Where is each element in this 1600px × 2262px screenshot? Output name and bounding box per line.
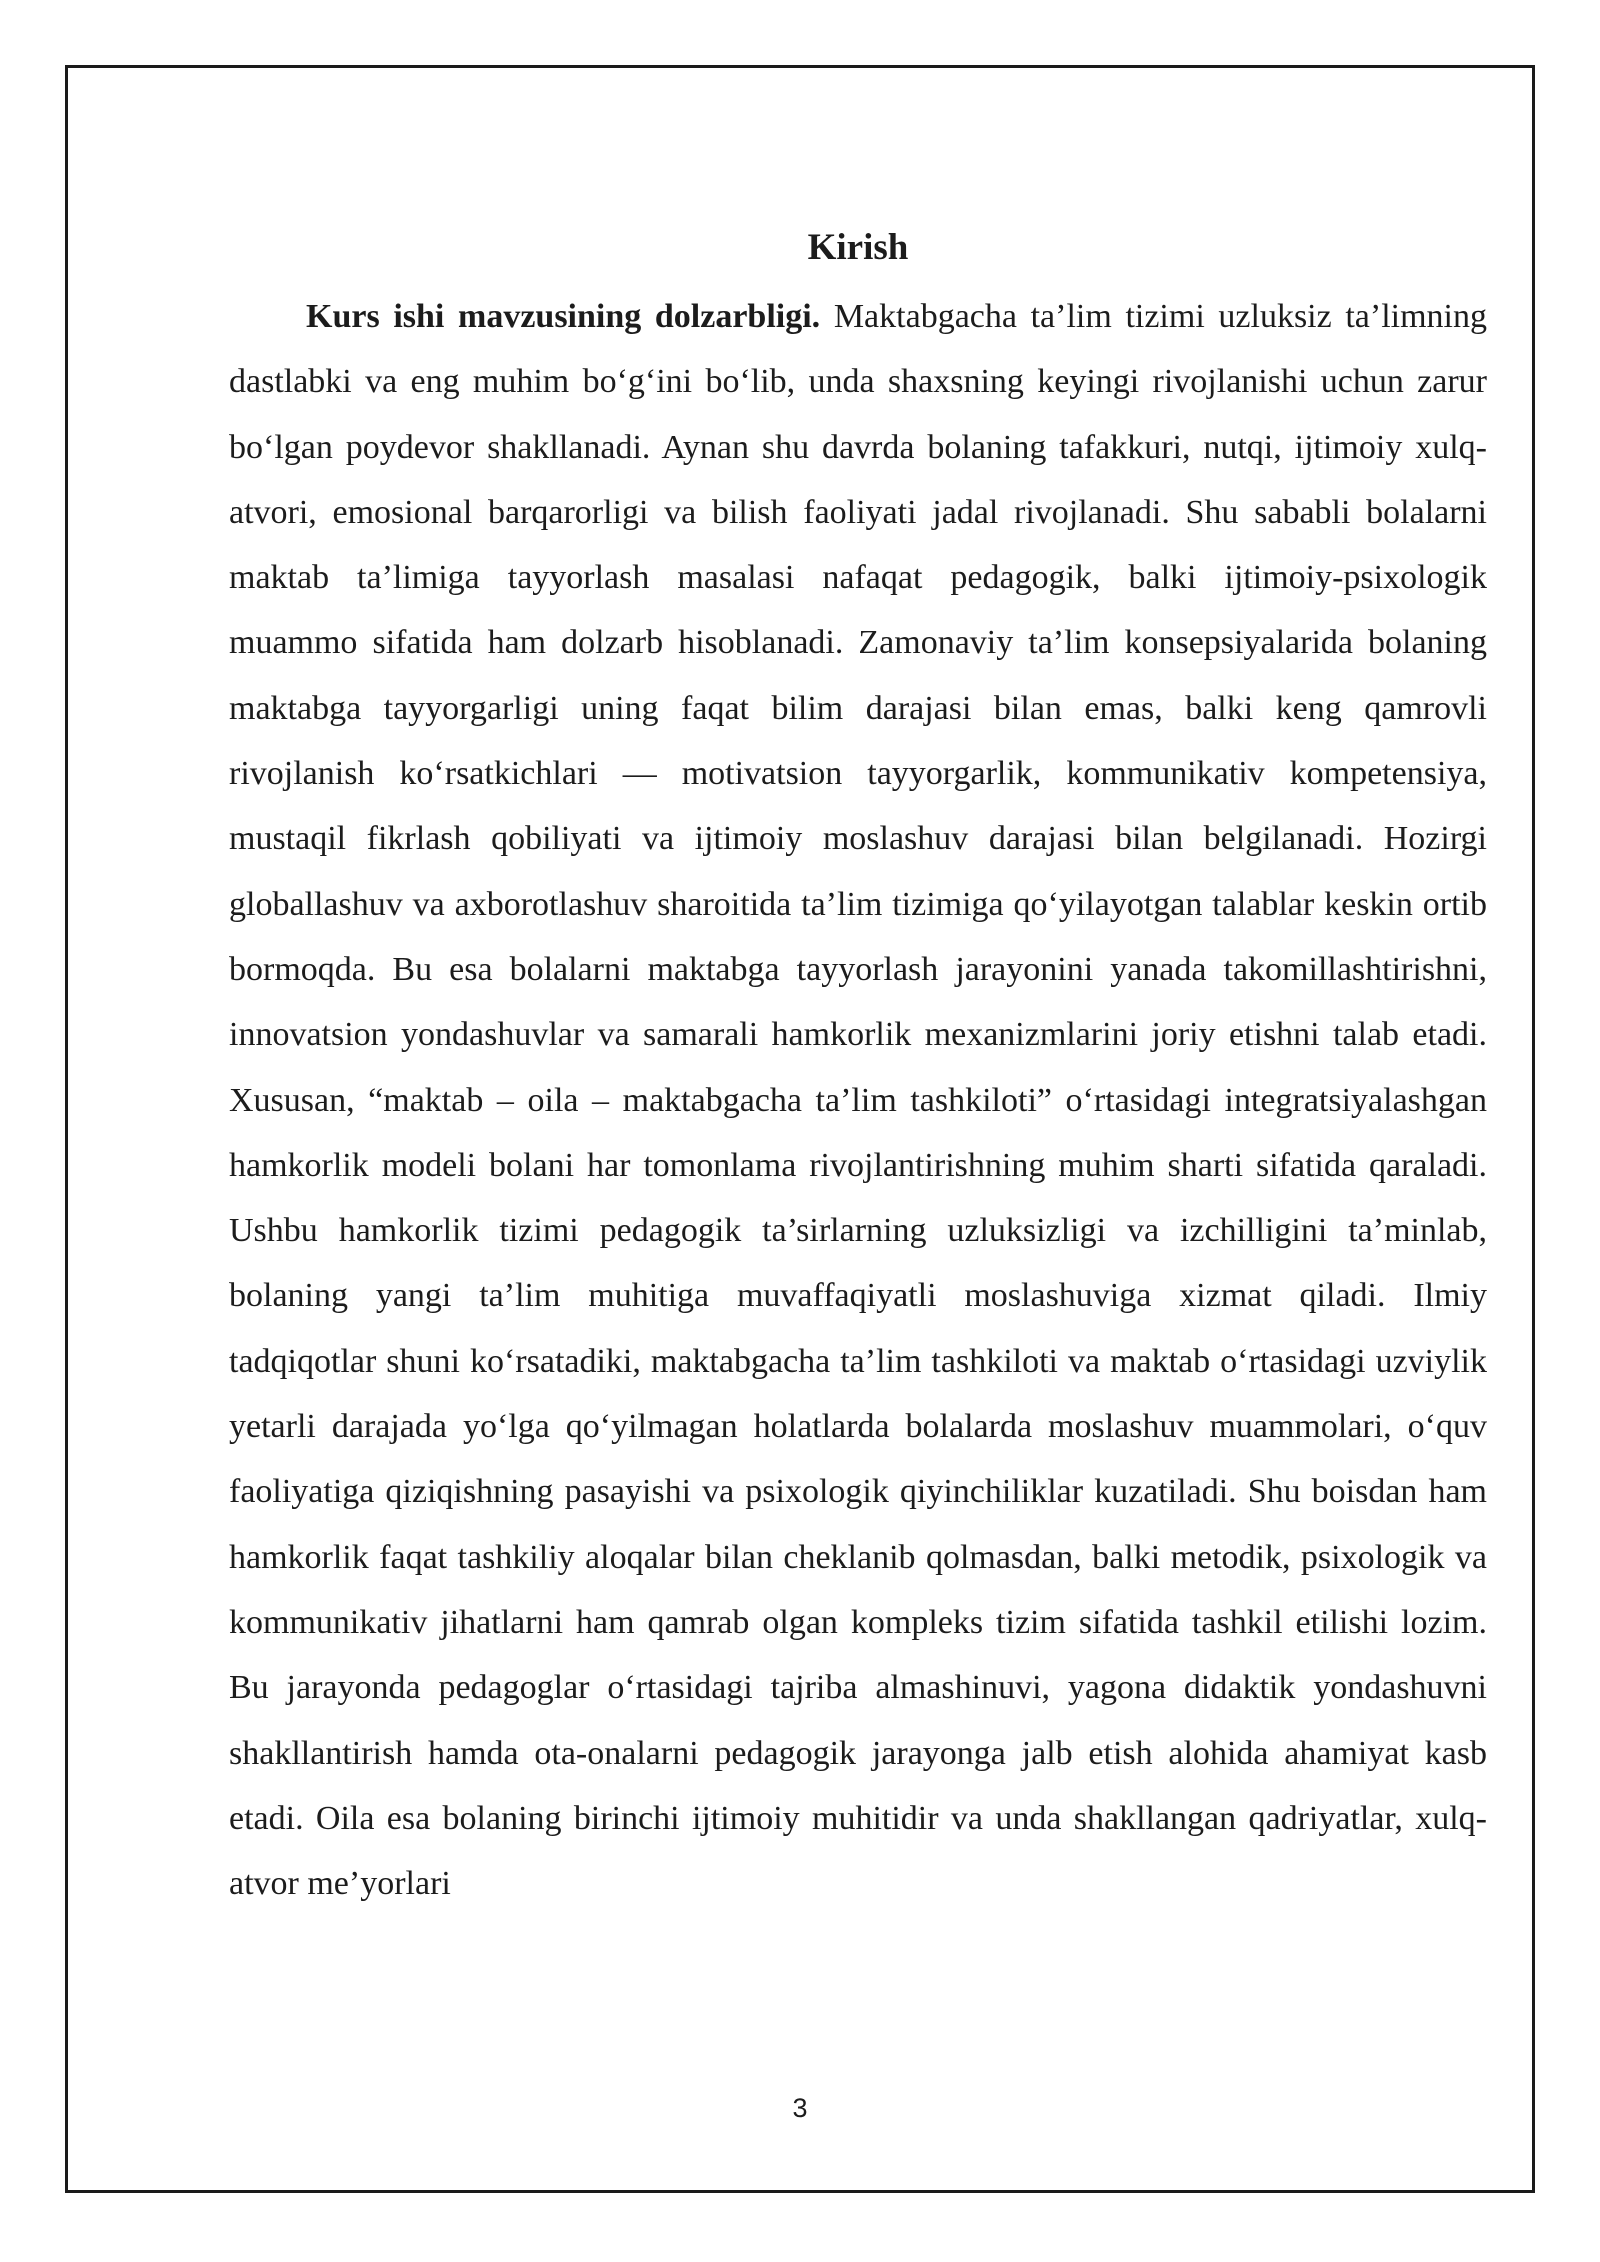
document-body [229, 220, 1487, 1916]
body-paragraph [229, 284, 1487, 1916]
paragraph-lead: Kurs ishi mavzusining dolzarbligi. [306, 298, 821, 335]
page-number: 3 [792, 2093, 808, 2123]
paragraph-text: Maktabgacha ta’lim tizimi uzluksiz ta’limning dastlabki va eng muhim bo‘g‘ini bo‘lib, unda shaxsning keyingi rivojlanishi uchun zarur bo‘lgan poydevor shakllanadi. Aynan shu davrda bolaning tafakkuri, nutqi, ijtimoiy xulq-atvori, emosional barqarorligi va bilish faoliyati jadal rivojlanadi. Shu sababli bolalarni maktab ta’limiga tayyorlash masalasi nafaqat pedagogik, balki ijtimoiy-psixologik muammo sifatida ham dolzarb hisoblanadi. Zamonaviy ta’lim konsepsiyalarida bolaning maktabga tayyorgarligi uning faqat bilim darajasi bilan emas, balki keng qamrovli rivojlanish ko‘rsatkichlari — motivatsion tayyorgarlik, kommunikativ kompetensiya, mustaqil fikrlash qobiliyati va ijtimoiy moslashuv darajasi bilan belgilanadi. Hozirgi globallashuv va axborotlashuv sharoitida ta’lim tizimiga qo‘yilayotgan talablar keskin ortib bormoqda. Bu esa bolalarni maktabga tayyorlash jarayonini yanada takomillashtirishni, innovatsion yondashuvlar va samarali hamkorlik mexanizmlarini joriy etishni talab etadi. Xususan, “maktab – oila – maktabgacha ta’lim tashkiloti” o‘rtasidagi integratsiyalashgan hamkorlik modeli bolani har tomonlama rivojlantirishning muhim sharti sifatida qaraladi. Ushbu hamkorlik tizimi pedagogik ta’sirlarning uzluksizligi va izchilligini ta’minlab, bolaning yangi ta’lim muhitiga muvaffaqiyatli moslashuviga xizmat qiladi. Ilmiy tadqiqotlar shuni ko‘rsatadiki, maktabgacha ta’lim tashkiloti va maktab o‘rtasidagi uzviylik yetarli darajada yo‘lga qo‘yilmagan holatlarda bolalarda moslashuv muammolari, o‘quv faoliyatiga qiziqishning pasayishi va psixologik qiyinchiliklar kuzatiladi. Shu boisdan ham hamkorlik faqat tashkiliy aloqalar bilan cheklanib qolmasdan, balki metodik, psixologik va kommunikativ jihatlarni ham qamrab olgan kompleks tizim sifatida tashkil etilishi lozim. Bu jarayonda pedagoglar o‘rtasidagi tajriba almashinuvi, yagona didaktik yondashuvni shakllantirish hamda ota-onalarni pedagogik jarayonga jalb etish alohida ahamiyat kasb etadi. Oila esa bolaning birinchi ijtimoiy muhitidir va unda shakllangan qadriyatlar, xulq-atvor me’yorlari [229, 298, 1487, 1903]
section-heading: Kirish [807, 227, 909, 268]
